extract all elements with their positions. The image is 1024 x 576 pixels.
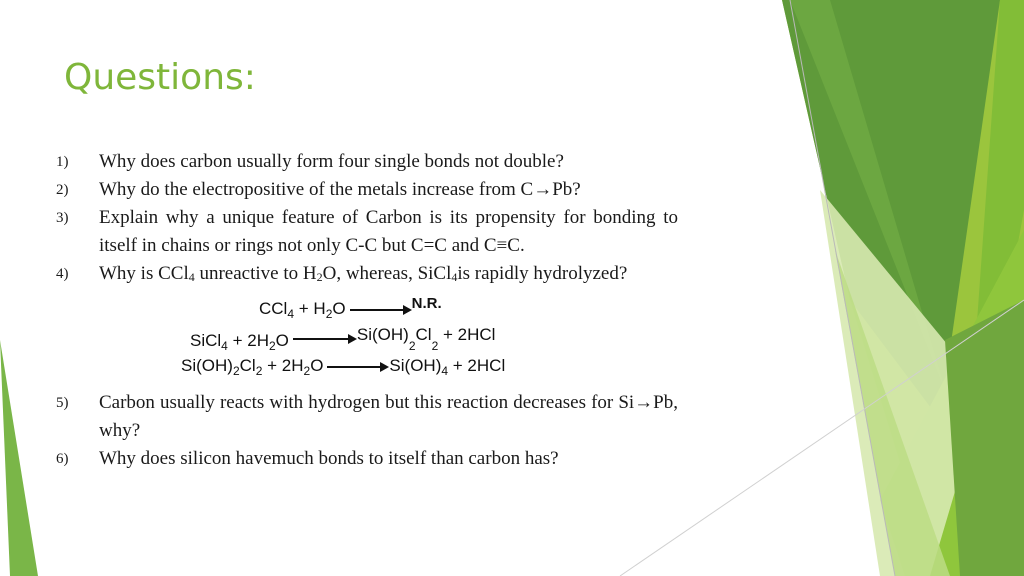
question-item-6 xyxy=(56,445,696,473)
question-text: Why does silicon havemuch bonds to itself than carbon has? xyxy=(99,448,559,469)
question-text: Carbon usually reacts with hydrogen but this reaction decreases for Si→Pb, why? xyxy=(99,392,678,441)
question-item-1 xyxy=(56,148,696,176)
question-number: 2) xyxy=(56,182,69,198)
question-number: 6) xyxy=(56,451,69,467)
reaction-arrow xyxy=(293,338,355,340)
reaction-arrow xyxy=(327,366,387,368)
reaction-1: $CCl_4 + H_2O$ N.R. xyxy=(259,295,442,321)
question-text: Why is CCl$_4$ unreactive to $H_2O$, whereas, SiCl$_4$is rapidly hydrolyzed? xyxy=(99,263,628,284)
question-number: 4) xyxy=(56,266,69,282)
question-item-3 xyxy=(56,204,696,260)
slide-title: Questions: xyxy=(64,57,256,98)
question-item-4 xyxy=(56,260,696,291)
question-text: Explain why a unique feature of Carbon is its propensity for bonding to itself in chains or rings not only C-C but C=C and C≡C. xyxy=(99,207,678,256)
question-number: 5) xyxy=(56,395,69,411)
question-text: Why does carbon usually form four single bonds not double? xyxy=(99,151,564,172)
question-item-5 xyxy=(56,389,696,445)
question-text: Why do the electropositive of the metals increase from C→Pb? xyxy=(99,179,581,200)
question-number: 1) xyxy=(56,154,69,170)
reaction-equations xyxy=(56,291,696,389)
question-list xyxy=(56,148,696,473)
question-number: 3) xyxy=(56,210,69,226)
question-item-2 xyxy=(56,176,696,204)
reaction-3: $Si(OH)_2Cl_2 + 2H_2O$ $Si(OH)_4 + 2HCl$ xyxy=(181,356,506,378)
reaction-arrow xyxy=(350,309,410,311)
reaction-2: SiCl$_4$ + $2H_2O$ $Si(OH)_2Cl_2 + 2HCl$ xyxy=(190,325,496,353)
